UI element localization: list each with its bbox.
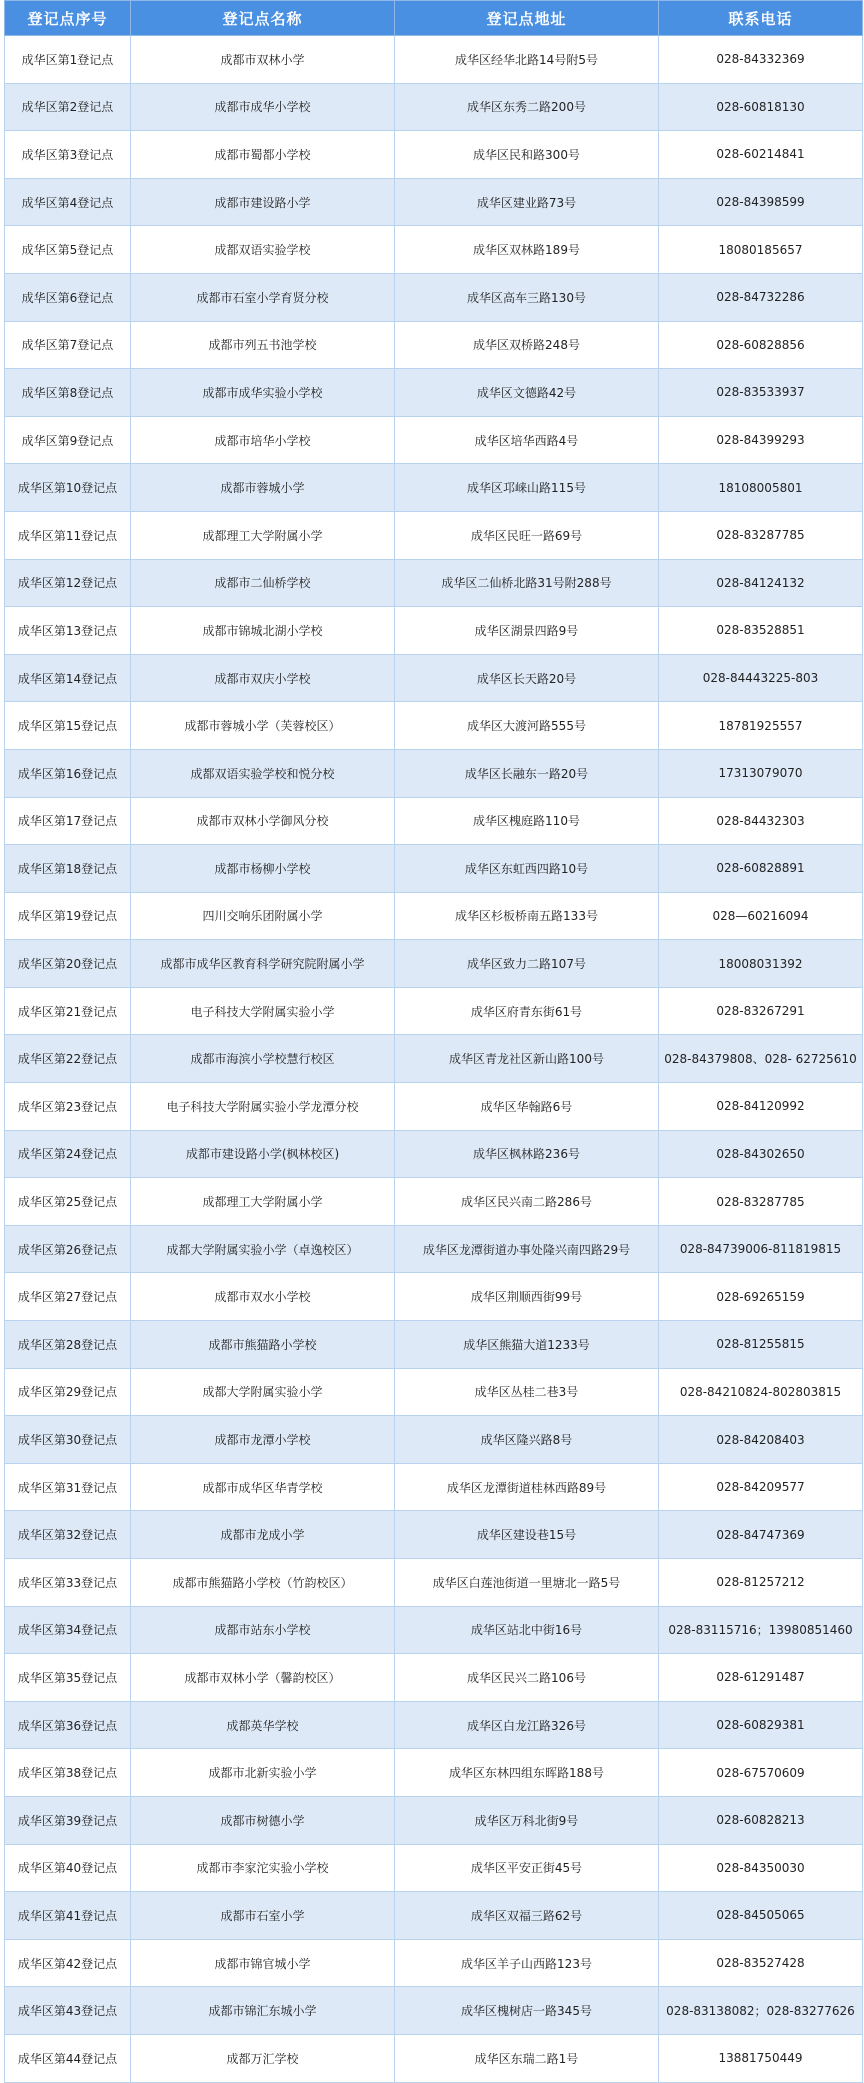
cell-name: 成都市双水小学校 <box>131 1273 395 1321</box>
registration-table-container <box>4 0 862 2083</box>
cell-phone: 028-67570609 <box>659 1749 863 1797</box>
cell-serial: 成华区第14登记点 <box>5 654 131 702</box>
cell-name: 成都市双庆小学校 <box>131 654 395 702</box>
cell-phone: 028-60829381 <box>659 1701 863 1749</box>
table-row <box>5 797 863 845</box>
cell-address: 成华区万科北街9号 <box>395 1796 659 1844</box>
cell-serial: 成华区第38登记点 <box>5 1749 131 1797</box>
cell-phone: 028-84208403 <box>659 1416 863 1464</box>
cell-phone: 18781925557 <box>659 702 863 750</box>
table-row <box>5 1321 863 1369</box>
cell-name: 成都市成华实验小学校 <box>131 369 395 417</box>
table-row <box>5 1654 863 1702</box>
cell-name: 成都理工大学附属小学 <box>131 1178 395 1226</box>
cell-name: 成都市熊猫路小学校 <box>131 1321 395 1369</box>
cell-phone: 13881750449 <box>659 2034 863 2082</box>
cell-serial: 成华区第43登记点 <box>5 1987 131 2035</box>
cell-serial: 成华区第11登记点 <box>5 511 131 559</box>
cell-address: 成华区培华西路4号 <box>395 416 659 464</box>
table-row <box>5 464 863 512</box>
cell-serial: 成华区第24登记点 <box>5 1130 131 1178</box>
cell-name: 成都市成华区华青学校 <box>131 1463 395 1511</box>
cell-serial: 成华区第30登记点 <box>5 1416 131 1464</box>
cell-phone: 028-83138082；028-83277626 <box>659 1987 863 2035</box>
cell-phone: 028-60828856 <box>659 321 863 369</box>
cell-phone: 028-60828213 <box>659 1796 863 1844</box>
cell-name: 成都市成华小学校 <box>131 83 395 131</box>
cell-address: 成华区杉板桥南五路133号 <box>395 892 659 940</box>
cell-name: 成都市北新实验小学 <box>131 1749 395 1797</box>
cell-serial: 成华区第2登记点 <box>5 83 131 131</box>
cell-phone: 028-83287785 <box>659 1178 863 1226</box>
cell-serial: 成华区第7登记点 <box>5 321 131 369</box>
table-row <box>5 1796 863 1844</box>
cell-phone: 17313079070 <box>659 749 863 797</box>
cell-address: 成华区府青东街61号 <box>395 987 659 1035</box>
cell-name: 成都理工大学附属小学 <box>131 511 395 559</box>
cell-name: 成都大学附属实验小学 <box>131 1368 395 1416</box>
cell-address: 成华区东瑞二路1号 <box>395 2034 659 2082</box>
header-address: 登记点地址 <box>395 1 659 36</box>
table-row <box>5 1749 863 1797</box>
cell-name: 成都市树德小学 <box>131 1796 395 1844</box>
table-row <box>5 1225 863 1273</box>
cell-name: 成都市龙潭小学校 <box>131 1416 395 1464</box>
cell-phone: 028-84432303 <box>659 797 863 845</box>
cell-serial: 成华区第12登记点 <box>5 559 131 607</box>
cell-serial: 成华区第36登记点 <box>5 1701 131 1749</box>
cell-address: 成华区平安正街45号 <box>395 1844 659 1892</box>
cell-name: 成都市锦官城小学 <box>131 1939 395 1987</box>
table-row <box>5 987 863 1035</box>
table-row <box>5 892 863 940</box>
cell-address: 成华区白莲池街道一里塘北一路5号 <box>395 1559 659 1607</box>
cell-address: 成华区邛崃山路115号 <box>395 464 659 512</box>
table-row <box>5 1416 863 1464</box>
table-row <box>5 1273 863 1321</box>
cell-address: 成华区东虹西四路10号 <box>395 845 659 893</box>
cell-address: 成华区青龙社区新山路100号 <box>395 1035 659 1083</box>
cell-phone: 028-84399293 <box>659 416 863 464</box>
table-row <box>5 511 863 559</box>
cell-serial: 成华区第35登记点 <box>5 1654 131 1702</box>
header-phone: 联系电话 <box>659 1 863 36</box>
cell-phone: 028-83528851 <box>659 607 863 655</box>
cell-address: 成华区致力二路107号 <box>395 940 659 988</box>
cell-address: 成华区双林路189号 <box>395 226 659 274</box>
table-row <box>5 702 863 750</box>
cell-phone: 028-84732286 <box>659 273 863 321</box>
table-row <box>5 1368 863 1416</box>
cell-phone: 028-83267291 <box>659 987 863 1035</box>
cell-name: 成都双语实验学校 <box>131 226 395 274</box>
table-header-row <box>5 1 863 36</box>
cell-serial: 成华区第5登记点 <box>5 226 131 274</box>
cell-address: 成华区白龙江路326号 <box>395 1701 659 1749</box>
cell-serial: 成华区第40登记点 <box>5 1844 131 1892</box>
cell-address: 成华区大渡河路555号 <box>395 702 659 750</box>
cell-address: 成华区民旺一路69号 <box>395 511 659 559</box>
cell-serial: 成华区第23登记点 <box>5 1083 131 1131</box>
table-row <box>5 1178 863 1226</box>
cell-address: 成华区民和路300号 <box>395 131 659 179</box>
table-row <box>5 1035 863 1083</box>
cell-serial: 成华区第17登记点 <box>5 797 131 845</box>
cell-name: 成都市双林小学（馨韵校区） <box>131 1654 395 1702</box>
cell-address: 成华区槐庭路110号 <box>395 797 659 845</box>
cell-serial: 成华区第6登记点 <box>5 273 131 321</box>
cell-address: 成华区丛桂二巷3号 <box>395 1368 659 1416</box>
cell-phone: 028-84210824-802803815 <box>659 1368 863 1416</box>
table-row <box>5 321 863 369</box>
cell-name: 四川交响乐团附属小学 <box>131 892 395 940</box>
header-name: 登记点名称 <box>131 1 395 36</box>
cell-address: 成华区湖景四路9号 <box>395 607 659 655</box>
cell-phone: 028-84302650 <box>659 1130 863 1178</box>
cell-address: 成华区民兴二路106号 <box>395 1654 659 1702</box>
cell-name: 成都双语实验学校和悦分校 <box>131 749 395 797</box>
table-row <box>5 940 863 988</box>
cell-serial: 成华区第18登记点 <box>5 845 131 893</box>
cell-phone: 028-84350030 <box>659 1844 863 1892</box>
cell-name: 成都市海滨小学校慧行校区 <box>131 1035 395 1083</box>
table-row <box>5 416 863 464</box>
cell-address: 成华区双桥路248号 <box>395 321 659 369</box>
cell-serial: 成华区第32登记点 <box>5 1511 131 1559</box>
cell-address: 成华区长融东一路20号 <box>395 749 659 797</box>
cell-phone: 028—60216094 <box>659 892 863 940</box>
cell-name: 成都英华学校 <box>131 1701 395 1749</box>
cell-phone: 028-81257212 <box>659 1559 863 1607</box>
cell-address: 成华区华翰路6号 <box>395 1083 659 1131</box>
cell-phone: 028-84124132 <box>659 559 863 607</box>
cell-name: 成都万汇学校 <box>131 2034 395 2082</box>
cell-address: 成华区建设巷15号 <box>395 1511 659 1559</box>
cell-serial: 成华区第27登记点 <box>5 1273 131 1321</box>
cell-serial: 成华区第8登记点 <box>5 369 131 417</box>
cell-name: 成都市石室小学 <box>131 1892 395 1940</box>
cell-phone: 028-61291487 <box>659 1654 863 1702</box>
cell-serial: 成华区第41登记点 <box>5 1892 131 1940</box>
table-row <box>5 1559 863 1607</box>
header-serial: 登记点序号 <box>5 1 131 36</box>
cell-serial: 成华区第20登记点 <box>5 940 131 988</box>
cell-address: 成华区文德路42号 <box>395 369 659 417</box>
cell-address: 成华区龙潭街道办事处隆兴南四路29号 <box>395 1225 659 1273</box>
table-row <box>5 131 863 179</box>
cell-serial: 成华区第42登记点 <box>5 1939 131 1987</box>
cell-name: 成都市双林小学 <box>131 36 395 84</box>
cell-serial: 成华区第39登记点 <box>5 1796 131 1844</box>
cell-name: 成都市石室小学育贤分校 <box>131 273 395 321</box>
cell-address: 成华区羊子山西路123号 <box>395 1939 659 1987</box>
cell-address: 成华区枫林路236号 <box>395 1130 659 1178</box>
cell-address: 成华区隆兴路8号 <box>395 1416 659 1464</box>
table-body <box>5 36 863 2083</box>
table-row <box>5 36 863 84</box>
table-row <box>5 559 863 607</box>
cell-name: 成都市杨柳小学校 <box>131 845 395 893</box>
cell-name: 成都市培华小学校 <box>131 416 395 464</box>
table-row <box>5 1083 863 1131</box>
table-row <box>5 1939 863 1987</box>
table-row <box>5 178 863 226</box>
cell-name: 成都市熊猫路小学校（竹韵校区） <box>131 1559 395 1607</box>
cell-serial: 成华区第10登记点 <box>5 464 131 512</box>
cell-name: 成都市建设路小学 <box>131 178 395 226</box>
cell-serial: 成华区第19登记点 <box>5 892 131 940</box>
cell-phone: 18108005801 <box>659 464 863 512</box>
cell-name: 成都市二仙桥学校 <box>131 559 395 607</box>
cell-phone: 028-60828891 <box>659 845 863 893</box>
cell-address: 成华区建业路73号 <box>395 178 659 226</box>
cell-serial: 成华区第1登记点 <box>5 36 131 84</box>
cell-serial: 成华区第28登记点 <box>5 1321 131 1369</box>
cell-address: 成华区二仙桥北路31号附288号 <box>395 559 659 607</box>
cell-address: 成华区民兴南二路286号 <box>395 1178 659 1226</box>
cell-phone: 028-60818130 <box>659 83 863 131</box>
cell-serial: 成华区第29登记点 <box>5 1368 131 1416</box>
cell-phone: 028-84505065 <box>659 1892 863 1940</box>
cell-phone: 028-81255815 <box>659 1321 863 1369</box>
cell-serial: 成华区第34登记点 <box>5 1606 131 1654</box>
cell-name: 成都市龙成小学 <box>131 1511 395 1559</box>
cell-address: 成华区长天路20号 <box>395 654 659 702</box>
cell-name: 成都市蓉城小学（芙蓉校区） <box>131 702 395 750</box>
cell-name: 电子科技大学附属实验小学龙潭分校 <box>131 1083 395 1131</box>
cell-serial: 成华区第16登记点 <box>5 749 131 797</box>
cell-serial: 成华区第25登记点 <box>5 1178 131 1226</box>
cell-address: 成华区东秀二路200号 <box>395 83 659 131</box>
cell-serial: 成华区第3登记点 <box>5 131 131 179</box>
cell-name: 成都市蓉城小学 <box>131 464 395 512</box>
table-row <box>5 607 863 655</box>
cell-address: 成华区经华北路14号附5号 <box>395 36 659 84</box>
table-row <box>5 749 863 797</box>
cell-address: 成华区龙潭街道桂林西路89号 <box>395 1463 659 1511</box>
cell-phone: 028-83287785 <box>659 511 863 559</box>
cell-phone: 028-84120992 <box>659 1083 863 1131</box>
cell-name: 成都市站东小学校 <box>131 1606 395 1654</box>
cell-phone: 028-84747369 <box>659 1511 863 1559</box>
cell-phone: 028-84443225-803 <box>659 654 863 702</box>
cell-serial: 成华区第15登记点 <box>5 702 131 750</box>
cell-address: 成华区荆顺西街99号 <box>395 1273 659 1321</box>
cell-phone: 028-84739006-811819815 <box>659 1225 863 1273</box>
cell-phone: 028-83115716；13980851460 <box>659 1606 863 1654</box>
cell-address: 成华区东林四组东晖路188号 <box>395 1749 659 1797</box>
cell-phone: 18008031392 <box>659 940 863 988</box>
cell-name: 成都市锦汇东城小学 <box>131 1987 395 2035</box>
cell-phone: 028-83533937 <box>659 369 863 417</box>
table-row <box>5 83 863 131</box>
table-row <box>5 226 863 274</box>
cell-serial: 成华区第44登记点 <box>5 2034 131 2082</box>
cell-serial: 成华区第33登记点 <box>5 1559 131 1607</box>
table-row <box>5 1511 863 1559</box>
cell-serial: 成华区第31登记点 <box>5 1463 131 1511</box>
table-row <box>5 1892 863 1940</box>
cell-serial: 成华区第13登记点 <box>5 607 131 655</box>
cell-address: 成华区高车三路130号 <box>395 273 659 321</box>
cell-serial: 成华区第26登记点 <box>5 1225 131 1273</box>
cell-address: 成华区熊猫大道1233号 <box>395 1321 659 1369</box>
cell-address: 成华区站北中街16号 <box>395 1606 659 1654</box>
table-row <box>5 273 863 321</box>
cell-name: 成都市李家沱实验小学校 <box>131 1844 395 1892</box>
cell-name: 成都市双林小学御风分校 <box>131 797 395 845</box>
cell-address: 成华区双福三路62号 <box>395 1892 659 1940</box>
cell-name: 成都市建设路小学(枫林校区) <box>131 1130 395 1178</box>
table-row <box>5 1606 863 1654</box>
table-row <box>5 369 863 417</box>
cell-address: 成华区槐树店一路345号 <box>395 1987 659 2035</box>
cell-name: 成都大学附属实验小学（卓逸校区） <box>131 1225 395 1273</box>
cell-phone: 028-60214841 <box>659 131 863 179</box>
cell-phone: 028-84209577 <box>659 1463 863 1511</box>
table-row <box>5 1463 863 1511</box>
cell-serial: 成华区第4登记点 <box>5 178 131 226</box>
table-row <box>5 1130 863 1178</box>
table-row <box>5 1987 863 2035</box>
cell-phone: 028-84398599 <box>659 178 863 226</box>
registration-table <box>4 0 863 2083</box>
cell-phone: 18080185657 <box>659 226 863 274</box>
cell-serial: 成华区第21登记点 <box>5 987 131 1035</box>
cell-name: 成都市锦城北湖小学校 <box>131 607 395 655</box>
cell-name: 电子科技大学附属实验小学 <box>131 987 395 1035</box>
cell-serial: 成华区第9登记点 <box>5 416 131 464</box>
cell-phone: 028-84379808、028- 62725610 <box>659 1035 863 1083</box>
cell-phone: 028-83527428 <box>659 1939 863 1987</box>
cell-phone: 028-69265159 <box>659 1273 863 1321</box>
table-row <box>5 2034 863 2082</box>
cell-phone: 028-84332369 <box>659 36 863 84</box>
table-row <box>5 845 863 893</box>
cell-name: 成都市列五书池学校 <box>131 321 395 369</box>
cell-name: 成都市蜀都小学校 <box>131 131 395 179</box>
table-row <box>5 1701 863 1749</box>
table-row <box>5 654 863 702</box>
table-row <box>5 1844 863 1892</box>
cell-name: 成都市成华区教育科学研究院附属小学 <box>131 940 395 988</box>
cell-serial: 成华区第22登记点 <box>5 1035 131 1083</box>
